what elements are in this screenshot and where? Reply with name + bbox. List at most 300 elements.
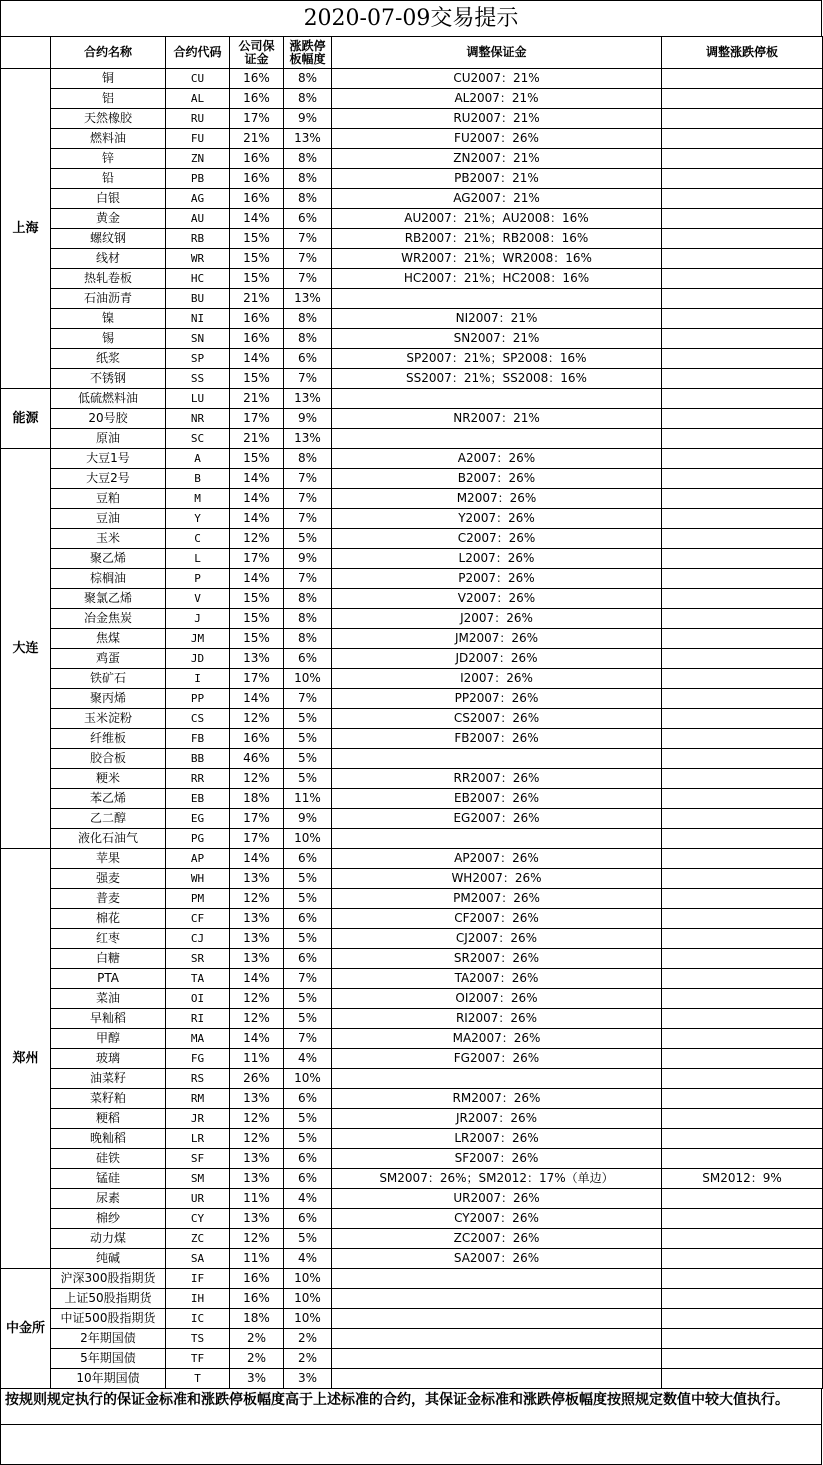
code-cell: RU — [166, 109, 230, 129]
adj-margin-cell: TA2007：26% — [332, 969, 662, 989]
adj-margin-cell: CF2007：26% — [332, 909, 662, 929]
table-row — [1, 1089, 823, 1109]
table-row — [1, 189, 823, 209]
exchange-cell: 能源 — [1, 389, 51, 449]
adj-limit-cell — [662, 589, 823, 609]
margin-cell: 46% — [230, 749, 284, 769]
margin-cell: 12% — [230, 889, 284, 909]
limit-cell: 10% — [284, 669, 332, 689]
name-cell: 豆油 — [51, 509, 166, 529]
header-limit: 涨跌停板幅度 — [284, 37, 332, 69]
adj-margin-cell — [332, 1309, 662, 1329]
adj-margin-cell: WH2007：26% — [332, 869, 662, 889]
margin-cell: 14% — [230, 969, 284, 989]
margin-cell: 17% — [230, 409, 284, 429]
limit-cell: 10% — [284, 829, 332, 849]
table-row — [1, 1249, 823, 1269]
limit-cell: 7% — [284, 969, 332, 989]
table-row — [1, 289, 823, 309]
margin-cell: 17% — [230, 809, 284, 829]
adj-limit-cell — [662, 369, 823, 389]
table-row — [1, 629, 823, 649]
limit-cell: 9% — [284, 409, 332, 429]
adj-limit-cell — [662, 389, 823, 409]
margin-cell: 13% — [230, 1089, 284, 1109]
margin-cell: 12% — [230, 1229, 284, 1249]
limit-cell: 4% — [284, 1049, 332, 1069]
name-cell: 20号胶 — [51, 409, 166, 429]
name-cell: 锰硅 — [51, 1169, 166, 1189]
code-cell: RM — [166, 1089, 230, 1109]
code-cell: WH — [166, 869, 230, 889]
name-cell: 苯乙烯 — [51, 789, 166, 809]
name-cell: 硅铁 — [51, 1149, 166, 1169]
table-row — [1, 469, 823, 489]
margin-cell: 12% — [230, 769, 284, 789]
adj-margin-cell: NI2007：21% — [332, 309, 662, 329]
table-row — [1, 889, 823, 909]
adj-margin-cell: SF2007：26% — [332, 1149, 662, 1169]
table-row — [1, 149, 823, 169]
code-cell: SA — [166, 1249, 230, 1269]
code-cell: EG — [166, 809, 230, 829]
table-row — [1, 869, 823, 889]
code-cell: A — [166, 449, 230, 469]
limit-cell: 8% — [284, 189, 332, 209]
table-row — [1, 989, 823, 1009]
name-cell: 粳稻 — [51, 1109, 166, 1129]
adj-margin-cell — [332, 289, 662, 309]
margin-cell: 13% — [230, 869, 284, 889]
code-cell: CU — [166, 69, 230, 89]
code-cell: ZC — [166, 1229, 230, 1249]
code-cell: CY — [166, 1209, 230, 1229]
limit-cell: 5% — [284, 1009, 332, 1029]
limit-cell: 8% — [284, 69, 332, 89]
limit-cell: 7% — [284, 689, 332, 709]
adj-margin-cell: V2007：26% — [332, 589, 662, 609]
margin-cell: 14% — [230, 509, 284, 529]
adj-margin-cell: RB2007：21%；RB2008：16% — [332, 229, 662, 249]
name-cell: 棉纱 — [51, 1209, 166, 1229]
adj-margin-cell: M2007：26% — [332, 489, 662, 509]
adj-margin-cell: RI2007：26% — [332, 1009, 662, 1029]
limit-cell: 10% — [284, 1069, 332, 1089]
code-cell: IF — [166, 1269, 230, 1289]
margin-cell: 13% — [230, 1169, 284, 1189]
adj-limit-cell — [662, 1089, 823, 1109]
adj-margin-cell: PB2007：21% — [332, 169, 662, 189]
name-cell: 天然橡胶 — [51, 109, 166, 129]
limit-cell: 6% — [284, 649, 332, 669]
margin-cell: 14% — [230, 469, 284, 489]
adj-limit-cell — [662, 1249, 823, 1269]
adj-limit-cell — [662, 109, 823, 129]
name-cell: 菜籽粕 — [51, 1089, 166, 1109]
margin-cell: 16% — [230, 309, 284, 329]
limit-cell: 7% — [284, 489, 332, 509]
code-cell: RB — [166, 229, 230, 249]
header-adj-margin: 调整保证金 — [332, 37, 662, 69]
limit-cell: 8% — [284, 449, 332, 469]
name-cell: 热轧卷板 — [51, 269, 166, 289]
adj-margin-cell: MA2007：26% — [332, 1029, 662, 1049]
margin-cell: 14% — [230, 689, 284, 709]
adj-margin-cell — [332, 1369, 662, 1389]
table-row — [1, 549, 823, 569]
table-row — [1, 609, 823, 629]
margin-cell: 12% — [230, 1109, 284, 1129]
contracts-table — [0, 36, 823, 1389]
name-cell: 鸡蛋 — [51, 649, 166, 669]
table-row — [1, 349, 823, 369]
name-cell: 聚丙烯 — [51, 689, 166, 709]
margin-cell: 13% — [230, 909, 284, 929]
code-cell: PM — [166, 889, 230, 909]
margin-cell: 14% — [230, 349, 284, 369]
adj-margin-cell — [332, 389, 662, 409]
table-row — [1, 1269, 823, 1289]
margin-cell: 16% — [230, 149, 284, 169]
adj-limit-cell — [662, 1049, 823, 1069]
code-cell: B — [166, 469, 230, 489]
adj-margin-cell: FU2007：26% — [332, 129, 662, 149]
limit-cell: 5% — [284, 989, 332, 1009]
table-row — [1, 1349, 823, 1369]
adj-margin-cell: P2007：26% — [332, 569, 662, 589]
limit-cell: 8% — [284, 89, 332, 109]
code-cell: OI — [166, 989, 230, 1009]
margin-cell: 14% — [230, 489, 284, 509]
adj-limit-cell — [662, 349, 823, 369]
code-cell: CJ — [166, 929, 230, 949]
code-cell: AU — [166, 209, 230, 229]
adj-limit-cell — [662, 669, 823, 689]
margin-cell: 16% — [230, 1269, 284, 1289]
limit-cell: 8% — [284, 629, 332, 649]
limit-cell: 9% — [284, 549, 332, 569]
name-cell: 早籼稻 — [51, 1009, 166, 1029]
margin-cell: 15% — [230, 449, 284, 469]
margin-cell: 17% — [230, 549, 284, 569]
adj-margin-cell: LR2007：26% — [332, 1129, 662, 1149]
margin-cell: 12% — [230, 709, 284, 729]
margin-cell: 12% — [230, 1009, 284, 1029]
table-row — [1, 89, 823, 109]
table-row — [1, 769, 823, 789]
adj-margin-cell: J2007：26% — [332, 609, 662, 629]
margin-cell: 17% — [230, 829, 284, 849]
adj-limit-cell — [662, 909, 823, 929]
code-cell: JR — [166, 1109, 230, 1129]
margin-cell: 15% — [230, 249, 284, 269]
table-row — [1, 269, 823, 289]
table-row — [1, 389, 823, 409]
limit-cell: 5% — [284, 889, 332, 909]
name-cell: PTA — [51, 969, 166, 989]
code-cell: ZN — [166, 149, 230, 169]
adj-margin-cell: L2007：26% — [332, 549, 662, 569]
adj-limit-cell: SM2012：9% — [662, 1169, 823, 1189]
table-row — [1, 749, 823, 769]
adj-limit-cell — [662, 689, 823, 709]
code-cell: LU — [166, 389, 230, 409]
limit-cell: 9% — [284, 109, 332, 129]
margin-cell: 16% — [230, 729, 284, 749]
table-row — [1, 729, 823, 749]
adj-margin-cell: EB2007：26% — [332, 789, 662, 809]
code-cell: BB — [166, 749, 230, 769]
adj-margin-cell: WR2007：21%；WR2008：16% — [332, 249, 662, 269]
name-cell: 中证500股指期货 — [51, 1309, 166, 1329]
adj-limit-cell — [662, 749, 823, 769]
name-cell: 铝 — [51, 89, 166, 109]
name-cell: 冶金焦炭 — [51, 609, 166, 629]
code-cell: BU — [166, 289, 230, 309]
code-cell: LR — [166, 1129, 230, 1149]
limit-cell: 9% — [284, 809, 332, 829]
margin-cell: 11% — [230, 1249, 284, 1269]
margin-cell: 14% — [230, 1029, 284, 1049]
name-cell: 聚氯乙烯 — [51, 589, 166, 609]
adj-margin-cell: RU2007：21% — [332, 109, 662, 129]
table-row — [1, 929, 823, 949]
code-cell: FB — [166, 729, 230, 749]
limit-cell: 6% — [284, 949, 332, 969]
adj-limit-cell — [662, 1209, 823, 1229]
adj-limit-cell — [662, 489, 823, 509]
adj-margin-cell: A2007：26% — [332, 449, 662, 469]
name-cell: 尿素 — [51, 1189, 166, 1209]
code-cell: NI — [166, 309, 230, 329]
adj-limit-cell — [662, 269, 823, 289]
table-row — [1, 1129, 823, 1149]
header-row — [1, 37, 823, 69]
table-row — [1, 1329, 823, 1349]
limit-cell: 5% — [284, 1129, 332, 1149]
adj-limit-cell — [662, 709, 823, 729]
limit-cell: 5% — [284, 1109, 332, 1129]
adj-margin-cell: SN2007：21% — [332, 329, 662, 349]
code-cell: RR — [166, 769, 230, 789]
table-row — [1, 709, 823, 729]
code-cell: SF — [166, 1149, 230, 1169]
code-cell: IH — [166, 1289, 230, 1309]
margin-cell: 14% — [230, 569, 284, 589]
adj-limit-cell — [662, 729, 823, 749]
header-name: 合约名称 — [51, 37, 166, 69]
name-cell: 胶合板 — [51, 749, 166, 769]
table-row — [1, 229, 823, 249]
name-cell: 大豆1号 — [51, 449, 166, 469]
name-cell: 铅 — [51, 169, 166, 189]
adj-limit-cell — [662, 629, 823, 649]
name-cell: 粳米 — [51, 769, 166, 789]
adj-margin-cell: SR2007：26% — [332, 949, 662, 969]
adj-limit-cell — [662, 849, 823, 869]
margin-cell: 17% — [230, 109, 284, 129]
code-cell: SN — [166, 329, 230, 349]
margin-cell: 13% — [230, 649, 284, 669]
name-cell: 10年期国债 — [51, 1369, 166, 1389]
name-cell: 上证50股指期货 — [51, 1289, 166, 1309]
adj-limit-cell — [662, 1109, 823, 1129]
table-row — [1, 1029, 823, 1049]
margin-cell: 16% — [230, 189, 284, 209]
table-row — [1, 1049, 823, 1069]
adj-limit-cell — [662, 609, 823, 629]
adj-limit-cell — [662, 429, 823, 449]
adj-margin-cell — [332, 1329, 662, 1349]
table-row — [1, 449, 823, 469]
code-cell: M — [166, 489, 230, 509]
table-row — [1, 1169, 823, 1189]
code-cell: TF — [166, 1349, 230, 1369]
blank-footer-row — [0, 1425, 822, 1465]
adj-limit-cell — [662, 869, 823, 889]
limit-cell: 6% — [284, 1089, 332, 1109]
adj-limit-cell — [662, 829, 823, 849]
adj-limit-cell — [662, 149, 823, 169]
name-cell: 白糖 — [51, 949, 166, 969]
adj-margin-cell — [332, 429, 662, 449]
margin-cell: 11% — [230, 1049, 284, 1069]
adj-margin-cell: CJ2007：26% — [332, 929, 662, 949]
header-margin: 公司保证金 — [230, 37, 284, 69]
adj-margin-cell: SA2007：26% — [332, 1249, 662, 1269]
limit-cell: 10% — [284, 1269, 332, 1289]
margin-cell: 18% — [230, 1309, 284, 1329]
adj-limit-cell — [662, 949, 823, 969]
name-cell: 红枣 — [51, 929, 166, 949]
table-row — [1, 1149, 823, 1169]
adj-margin-cell — [332, 1069, 662, 1089]
adj-margin-cell: ZN2007：21% — [332, 149, 662, 169]
limit-cell: 6% — [284, 1149, 332, 1169]
adj-margin-cell: SP2007：21%；SP2008：16% — [332, 349, 662, 369]
table-row — [1, 129, 823, 149]
code-cell: UR — [166, 1189, 230, 1209]
margin-cell: 16% — [230, 169, 284, 189]
limit-cell: 13% — [284, 289, 332, 309]
margin-cell: 15% — [230, 589, 284, 609]
limit-cell: 3% — [284, 1369, 332, 1389]
adj-margin-cell: NR2007：21% — [332, 409, 662, 429]
limit-cell: 7% — [284, 509, 332, 529]
adj-margin-cell: SS2007：21%；SS2008：16% — [332, 369, 662, 389]
limit-cell: 5% — [284, 929, 332, 949]
adj-margin-cell — [332, 1269, 662, 1289]
code-cell: SC — [166, 429, 230, 449]
name-cell: 铜 — [51, 69, 166, 89]
name-cell: 纤维板 — [51, 729, 166, 749]
table-row — [1, 969, 823, 989]
adj-limit-cell — [662, 209, 823, 229]
name-cell: 晚籼稻 — [51, 1129, 166, 1149]
code-cell: CS — [166, 709, 230, 729]
margin-cell: 14% — [230, 209, 284, 229]
adj-limit-cell — [662, 1369, 823, 1389]
name-cell: 线材 — [51, 249, 166, 269]
adj-limit-cell — [662, 789, 823, 809]
code-cell: RI — [166, 1009, 230, 1029]
code-cell: AP — [166, 849, 230, 869]
adj-margin-cell: CY2007：26% — [332, 1209, 662, 1229]
adj-limit-cell — [662, 529, 823, 549]
code-cell: WR — [166, 249, 230, 269]
adj-limit-cell — [662, 989, 823, 1009]
table-row — [1, 209, 823, 229]
table-row — [1, 949, 823, 969]
table-row — [1, 1189, 823, 1209]
code-cell: SM — [166, 1169, 230, 1189]
margin-cell: 15% — [230, 629, 284, 649]
adj-limit-cell — [662, 969, 823, 989]
limit-cell: 6% — [284, 349, 332, 369]
limit-cell: 8% — [284, 329, 332, 349]
limit-cell: 5% — [284, 769, 332, 789]
name-cell: 低硫燃料油 — [51, 389, 166, 409]
name-cell: 油菜籽 — [51, 1069, 166, 1089]
limit-cell: 5% — [284, 869, 332, 889]
adj-margin-cell: JM2007：26% — [332, 629, 662, 649]
name-cell: 铁矿石 — [51, 669, 166, 689]
name-cell: 甲醇 — [51, 1029, 166, 1049]
table-row — [1, 1109, 823, 1129]
name-cell: 原油 — [51, 429, 166, 449]
adj-limit-cell — [662, 549, 823, 569]
table-row — [1, 369, 823, 389]
limit-cell: 7% — [284, 1029, 332, 1049]
name-cell: 苹果 — [51, 849, 166, 869]
limit-cell: 8% — [284, 609, 332, 629]
table-row — [1, 109, 823, 129]
name-cell: 螺纹钢 — [51, 229, 166, 249]
limit-cell: 5% — [284, 749, 332, 769]
name-cell: 石油沥青 — [51, 289, 166, 309]
limit-cell: 8% — [284, 309, 332, 329]
limit-cell: 5% — [284, 1229, 332, 1249]
limit-cell: 2% — [284, 1349, 332, 1369]
code-cell: CF — [166, 909, 230, 929]
exchange-cell: 中金所 — [1, 1269, 51, 1389]
name-cell: 镍 — [51, 309, 166, 329]
adj-margin-cell: B2007：26% — [332, 469, 662, 489]
code-cell: PP — [166, 689, 230, 709]
name-cell: 强麦 — [51, 869, 166, 889]
adj-limit-cell — [662, 929, 823, 949]
adj-margin-cell: JR2007：26% — [332, 1109, 662, 1129]
margin-cell: 2% — [230, 1349, 284, 1369]
table-row — [1, 429, 823, 449]
code-cell: FG — [166, 1049, 230, 1069]
code-cell: RS — [166, 1069, 230, 1089]
margin-cell: 15% — [230, 609, 284, 629]
name-cell: 动力煤 — [51, 1229, 166, 1249]
adj-limit-cell — [662, 1309, 823, 1329]
limit-cell: 7% — [284, 569, 332, 589]
margin-cell: 18% — [230, 789, 284, 809]
table-row — [1, 329, 823, 349]
table-row — [1, 569, 823, 589]
adj-limit-cell — [662, 569, 823, 589]
adj-limit-cell — [662, 1029, 823, 1049]
table-row — [1, 1009, 823, 1029]
name-cell: 豆粕 — [51, 489, 166, 509]
limit-cell: 5% — [284, 709, 332, 729]
adj-limit-cell — [662, 1189, 823, 1209]
adj-margin-cell: RR2007：26% — [332, 769, 662, 789]
